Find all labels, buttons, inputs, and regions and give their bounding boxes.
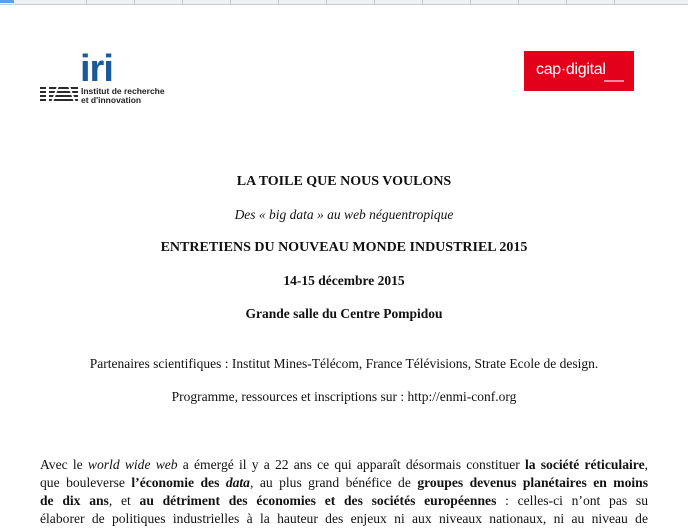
top-toolbar-strip	[0, 0, 688, 5]
paragraph-line: que bouleverse l’économie des data, au plus grand bénéfice de groupes devenus planétaires en moins	[40, 475, 648, 490]
toolbar-divider	[518, 0, 519, 4]
iri-caption-line: et d'innovation	[81, 95, 142, 105]
toolbar-divider	[134, 0, 135, 4]
paragraph-line: Avec le world wide web a émergé il y a 22 ans ce qui apparaît désormais constituer la société réticulaire,	[40, 457, 649, 472]
partners-line: Partenaires scientifiques : Institut Mines-Télécom, France Télévisions, Strate Ecole de design.	[89, 356, 599, 371]
toolbar-divider	[230, 0, 231, 4]
event-dates: 14-15 décembre 2015	[283, 273, 405, 288]
iri-caption	[81, 87, 165, 105]
toolbar-divider	[566, 0, 567, 4]
iri-logo-mark: iri	[80, 48, 113, 90]
program-line: Programme, ressources et inscriptions sur : http://enmi-conf.org	[171, 389, 517, 404]
toolbar-divider	[326, 0, 327, 4]
toolbar-divider	[86, 0, 87, 4]
cap-digital-tagline-mark	[604, 80, 624, 82]
toolbar-accent	[0, 0, 14, 3]
event-venue: Grande salle du Centre Pompidou	[245, 306, 443, 321]
paragraph-line: élaborer de politiques industrielles à la hauteur des enjeux ni aux niveaux nationaux, ni au niveau de	[40, 511, 648, 526]
toolbar-divider	[182, 0, 183, 4]
document-title: LA TOILE QUE NOUS VOULONS	[236, 174, 452, 189]
iri-caption-line: Institut de recherche	[81, 86, 165, 96]
intro-paragraph	[40, 456, 648, 528]
cap-digital-logo	[524, 51, 634, 91]
iri-stripes-icon	[40, 86, 78, 102]
toolbar-divider	[470, 0, 471, 4]
cap-digital-logo-text: cap·digital	[536, 61, 606, 78]
iri-logo	[40, 50, 180, 110]
event-name: ENTRETIENS DU NOUVEAU MONDE INDUSTRIEL 2015	[160, 240, 528, 255]
paragraph-line: de dix ans, et au détriment des économies et des sociétés européennes : celles-ci n’ont pas su	[40, 493, 648, 508]
toolbar-divider	[374, 0, 375, 4]
toolbar-divider	[614, 0, 615, 4]
document-subtitle: Des « big data » au web néguentropique	[234, 207, 454, 222]
toolbar-divider	[422, 0, 423, 4]
toolbar-divider	[278, 0, 279, 4]
